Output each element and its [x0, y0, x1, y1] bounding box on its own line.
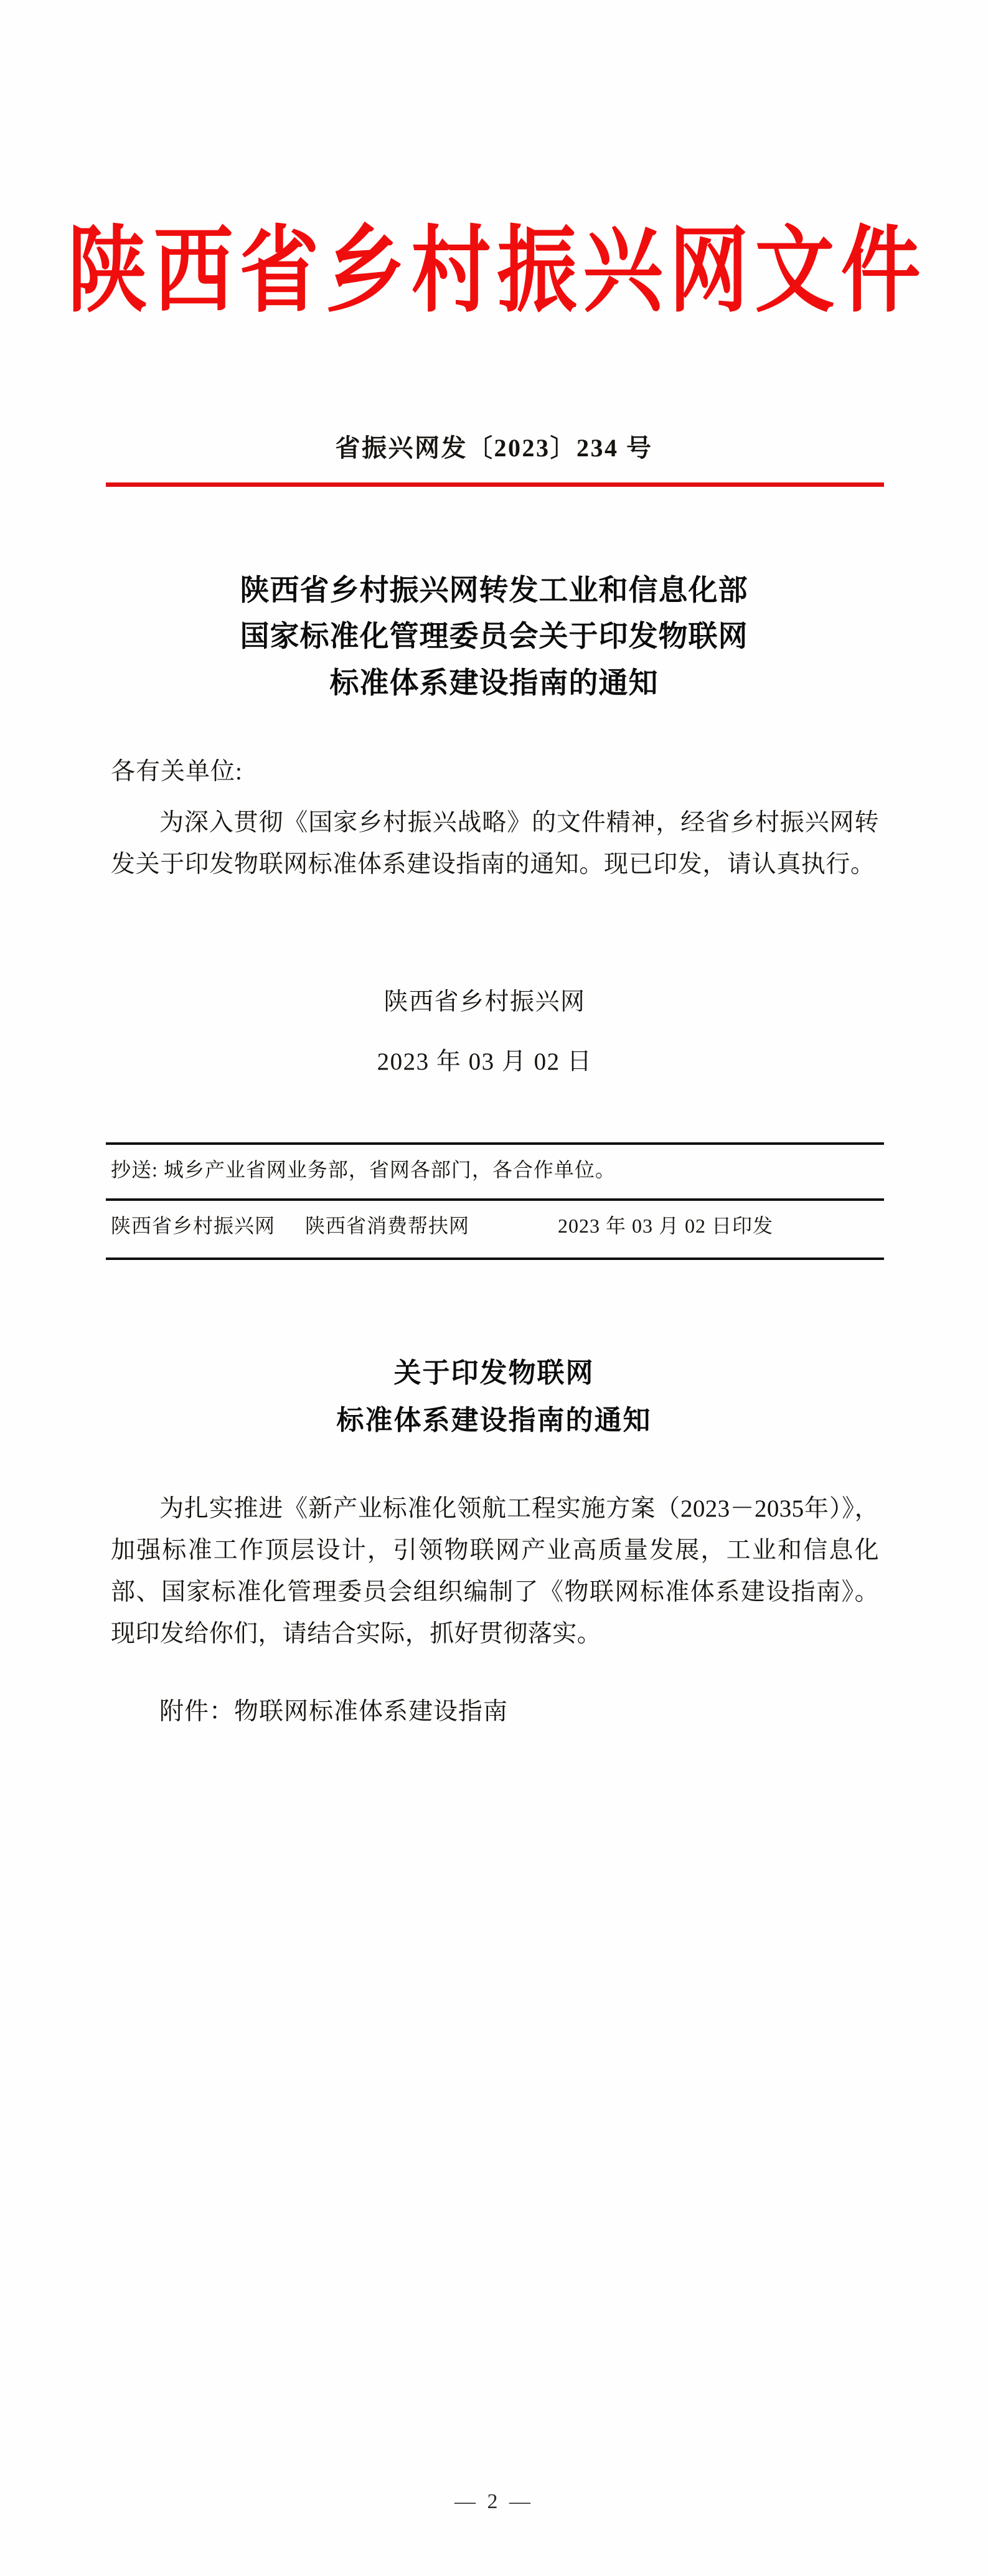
main-title-line-2: 国家标准化管理委员会关于印发物联网 — [240, 621, 748, 654]
red-separator-rule — [106, 482, 884, 487]
attachment-title — [0, 1350, 988, 1444]
footer-rule-bottom — [106, 1257, 884, 1260]
issuer-primary: 陕西省乡村振兴网 — [111, 1215, 276, 1237]
attachment-list-line: 附件：物联网标准体系建设指南 — [159, 1698, 509, 1725]
print-date: 2023 年 03 月 02 日印发 — [558, 1215, 774, 1237]
footer-rule-middle — [106, 1198, 884, 1201]
salutation: 各有关单位: — [111, 758, 243, 785]
attachment-title-line-1: 关于印发物联网 — [393, 1358, 595, 1388]
carbon-copy-label: 抄送: — [111, 1159, 158, 1181]
attachment-title-line-2: 标准体系建设指南的通知 — [336, 1404, 652, 1436]
carbon-copy-line — [111, 1154, 616, 1183]
body-paragraph: 为深入贯彻《国家乡村振兴战略》的文件精神，经省乡村振兴网转发关于印发物联网标准体系建设指南的通知。现已印发，请认真执行。 — [111, 809, 879, 878]
main-title-line-1: 陕西省乡村振兴网转发工业和信息化部 — [240, 575, 748, 607]
signature-date: 2023 年 03 月 02 日 — [377, 1048, 593, 1075]
main-title-line-3: 标准体系建设指南的通知 — [329, 667, 659, 700]
main-title — [0, 568, 988, 707]
document-number: 省振兴网发〔2023〕234 号 — [335, 434, 653, 462]
page-number: — 2 — — [454, 2490, 534, 2513]
signature-organization: 陕西省乡村振兴网 — [383, 989, 586, 1015]
masthead-title: 陕西省乡村振兴网文件 — [67, 219, 927, 324]
attachment-paragraph: 为扎实推进《新产业标准化领航工程实施方案（2023－2035年）》，加强标准工作顶层设计，引领物联网产业高质量发展，工业和信息化部、国家标准化管理委员会组织编制了《物联网标准体系建设指南》。现印发给你们，请结合实际，抓好贯彻落实。 — [111, 1495, 879, 1648]
issuer-secondary: 陕西省消费帮扶网 — [305, 1215, 470, 1237]
masthead — [0, 219, 988, 324]
issuer-line — [111, 1210, 879, 1239]
footer-rule-top — [106, 1142, 884, 1145]
carbon-copy-recipients: 城乡产业省网业务部，省网各部门，各合作单位。 — [163, 1159, 616, 1181]
issuer-spacer — [499, 1210, 528, 1239]
